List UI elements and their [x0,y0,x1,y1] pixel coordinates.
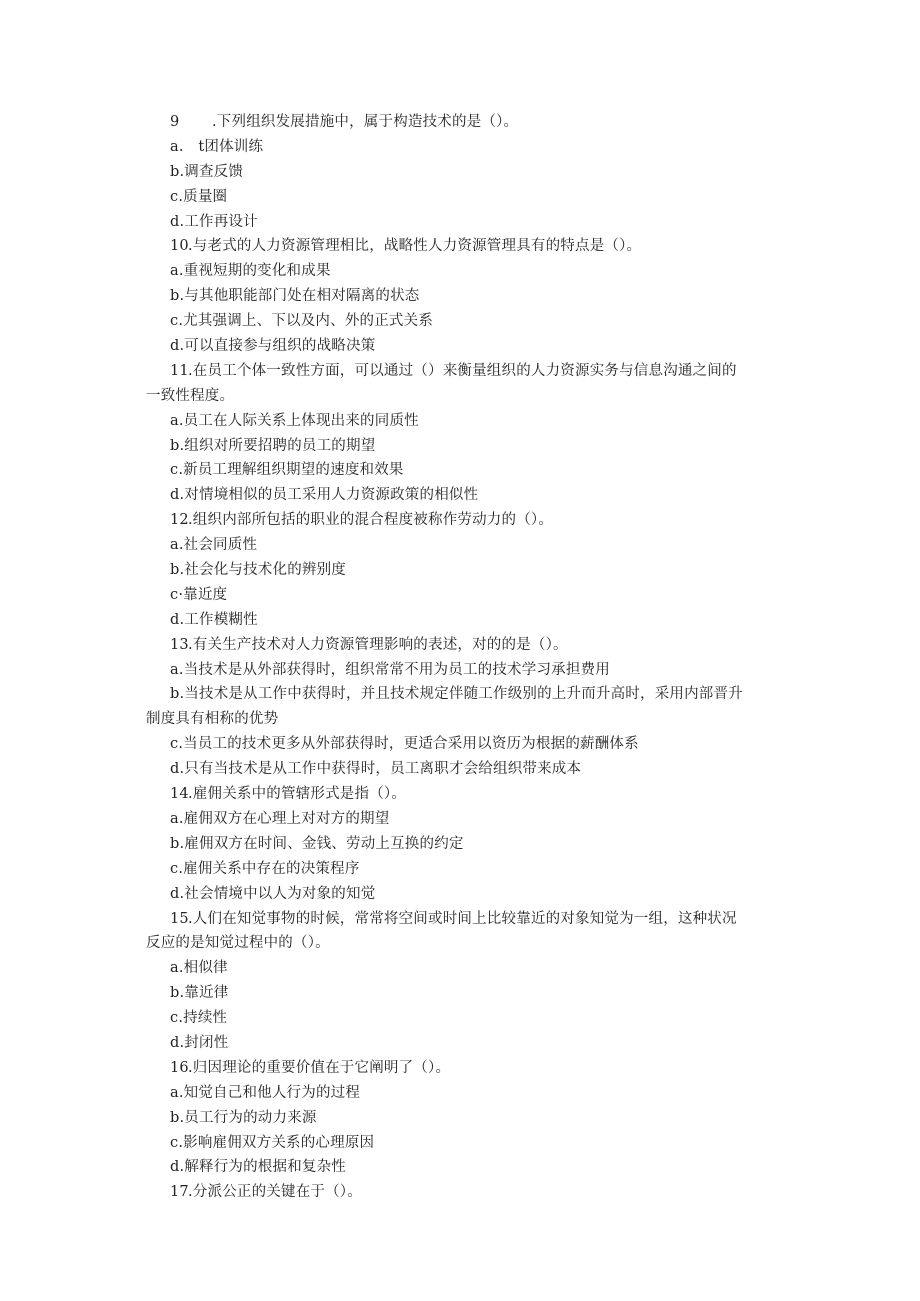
question-text: .组织内部所包括的职业的混合程度被称作劳动力的（）。 [188,512,554,529]
question-text: .分派公正的关键在于（）。 [188,1184,362,1201]
option: b.调查反馈 [170,163,244,180]
option: a.重视短期的变化和成果 [170,263,331,280]
question-text: .人们在知觉事物的时候，常常将空间或时间上比较靠近的对象知觉为一组，这种状况 [188,910,737,927]
question-stem [146,359,786,384]
question-text: .在员工个体一致性方面，可以通过（）来衡量组织的人力资源实务与信息沟通之间的 [188,362,737,379]
option: c.雇佣关系中存在的决策程序 [170,860,360,877]
option: b.员工行为的动力来源 [170,1109,317,1126]
question-text: .雇佣关系中的管辖形式是指（）。 [188,786,407,803]
option: d.封闭性 [170,1034,229,1051]
question-number: 11 [170,362,189,379]
option: c.当员工的技术更多从外部获得时，更适合采用以资历为根据的薪酬体系 [170,736,639,753]
question-number: 12 [170,512,189,529]
question-text: .有关生产技术对人力资源管理影响的表述，对的的是（）。 [188,636,568,653]
option: b.组织对所要招聘的员工的期望 [170,437,376,454]
option: c.持续性 [170,1010,228,1027]
option: a.知觉自己和他人行为的过程 [170,1084,361,1101]
option: a.员工在人际关系上体现出来的同质性 [170,412,419,429]
question-number: 13 [170,636,189,653]
option: c.影响雇佣双方关系的心理原因 [170,1134,375,1151]
question-text: .与老式的人力资源管理相比，战略性人力资源管理具有的特点是（）。 [188,238,642,255]
question-text-continued: 反应的是知觉过程中的（）。 [146,935,330,952]
option: c.质量圈 [170,188,228,205]
question-number: 17 [170,1184,189,1201]
question-number: 14 [170,786,189,803]
option: c.新员工理解组织期望的速度和效果 [170,462,404,479]
question-text: .下列组织发展措施中，属于构造技术的是（）。 [212,114,519,130]
question-stem [146,1180,786,1205]
option: a.雇佣双方在心理上对对方的期望 [170,810,390,827]
option: d.只有当技术是从工作中获得时，员工离职才会给组织带来成本 [170,761,582,778]
question-stem [146,633,786,658]
option: d.对情境相似的员工采用人力资源政策的相似性 [170,487,479,504]
question-list [146,110,786,1205]
question-stem [146,110,786,135]
question-stem [146,508,786,533]
option: b.靠近律 [170,985,229,1002]
option: b.当技术是从工作中获得时，并且技术规定伴随工作级别的上升而升高时，采用内部晋升 [170,686,743,703]
option: c.尤其强调上、下以及内、外的正式关系 [170,313,434,330]
question-number: 15 [170,910,189,927]
question-number: 9 [170,114,180,130]
option: d.社会情境中以人为对象的知觉 [170,885,376,902]
option: c·靠近度 [170,586,228,603]
question-stem [146,782,786,807]
option: a.社会同质性 [170,537,258,554]
option: d.工作再设计 [170,213,258,230]
question-number: 10 [170,238,189,255]
question-stem [146,234,786,259]
option: d.可以直接参与组织的战略决策 [170,338,376,355]
option: a.相似律 [170,960,228,977]
option: d.工作模糊性 [170,611,258,628]
option: b.社会化与技术化的辨别度 [170,562,346,579]
question-stem [146,907,786,932]
option-text-continued: 制度具有相称的优势 [146,711,279,728]
option: b.与其他职能部门处在相对隔离的状态 [170,288,420,305]
question-text: .归因理论的重要价值在于它阐明了（）。 [188,1059,451,1076]
option: a.当技术是从外部获得时，组织常常不用为员工的技术学习承担费用 [170,661,610,678]
question-text-continued: 一致性程度。 [146,387,235,404]
question-number: 16 [170,1059,189,1076]
option: b.雇佣双方在时间、金钱、劳动上互换的约定 [170,835,464,852]
option: d.解释行为的根据和复杂性 [170,1159,346,1176]
question-stem [146,1056,786,1081]
option: a. t团体训练 [170,138,264,155]
